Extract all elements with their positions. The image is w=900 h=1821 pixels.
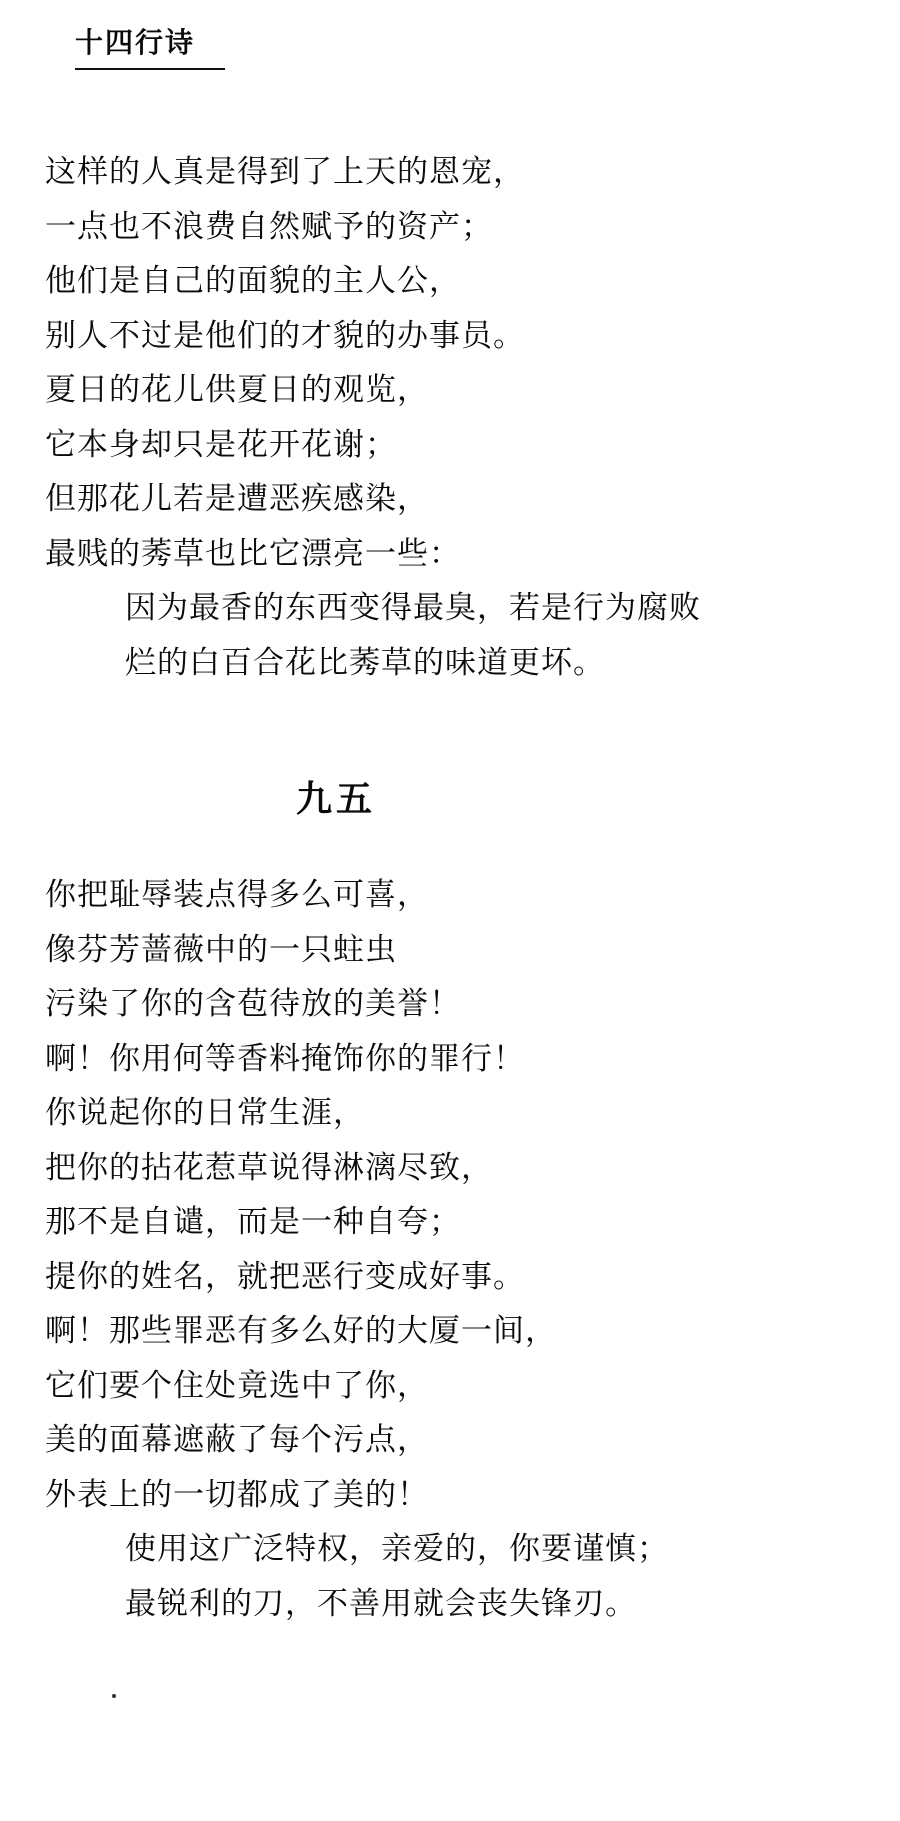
poem-line: 你说起你的日常生涯，: [45, 1095, 365, 1131]
sonnet-number-heading: 九五: [296, 779, 377, 820]
running-header: 十四行诗: [75, 26, 196, 59]
scan-speck: [112, 1694, 116, 1698]
couplet-line: 最锐利的刀，不善用就会丧失锋刃。: [125, 1585, 637, 1622]
header-underline: [75, 68, 225, 70]
poem-line: 把你的拈花惹草说得淋漓尽致，: [45, 1149, 493, 1186]
poem-line: 它们要个住处竟选中了你，: [45, 1367, 429, 1404]
poem-line: 像芬芳蔷薇中的一只蛀虫: [45, 931, 397, 968]
poem-line: 啊！你用何等香料掩饰你的罪行！: [45, 1040, 525, 1077]
poem-line: 但那花儿若是遭恶疾感染，: [45, 481, 429, 517]
couplet-line: 使用这广泛特权，亲爱的，你要谨慎；: [125, 1531, 669, 1567]
poem-line: 提你的姓名，就把恶行变成好事。: [45, 1258, 525, 1295]
poem-line: 他们是自己的面貌的主人公，: [45, 263, 461, 299]
poem-line: 这样的人真是得到了上天的恩宠，: [45, 154, 525, 190]
poem-line: 一点也不浪费自然赋予的资产；: [45, 208, 493, 245]
poem-line: 别人不过是他们的才貌的办事员。: [45, 317, 525, 354]
poem-line: 你把耻辱装点得多么可喜，: [45, 877, 429, 913]
poem-line: 它本身却只是花开花谢；: [45, 426, 397, 463]
sonnet-94-ending: [45, 145, 895, 690]
poem-line: 外表上的一切都成了美的！: [45, 1476, 429, 1513]
poem-line: 污染了你的含苞待放的美誉！: [45, 986, 461, 1022]
poem-line: 那不是自谴，而是一种自夸；: [45, 1204, 461, 1240]
couplet-line: 烂的白百合花比莠草的味道更坏。: [125, 644, 605, 681]
poem-line: 最贱的莠草也比它漂亮一些：: [45, 535, 461, 572]
poem-line: 啊！那些罪恶有多么好的大厦一间，: [45, 1313, 557, 1349]
sonnet-95: [45, 868, 895, 1631]
poem-line: 美的面幕遮蔽了每个污点，: [45, 1422, 429, 1458]
poem-line: 夏日的花儿供夏日的观览，: [45, 372, 429, 408]
couplet-line: 因为最香的东西变得最臭，若是行为腐败: [125, 590, 701, 626]
